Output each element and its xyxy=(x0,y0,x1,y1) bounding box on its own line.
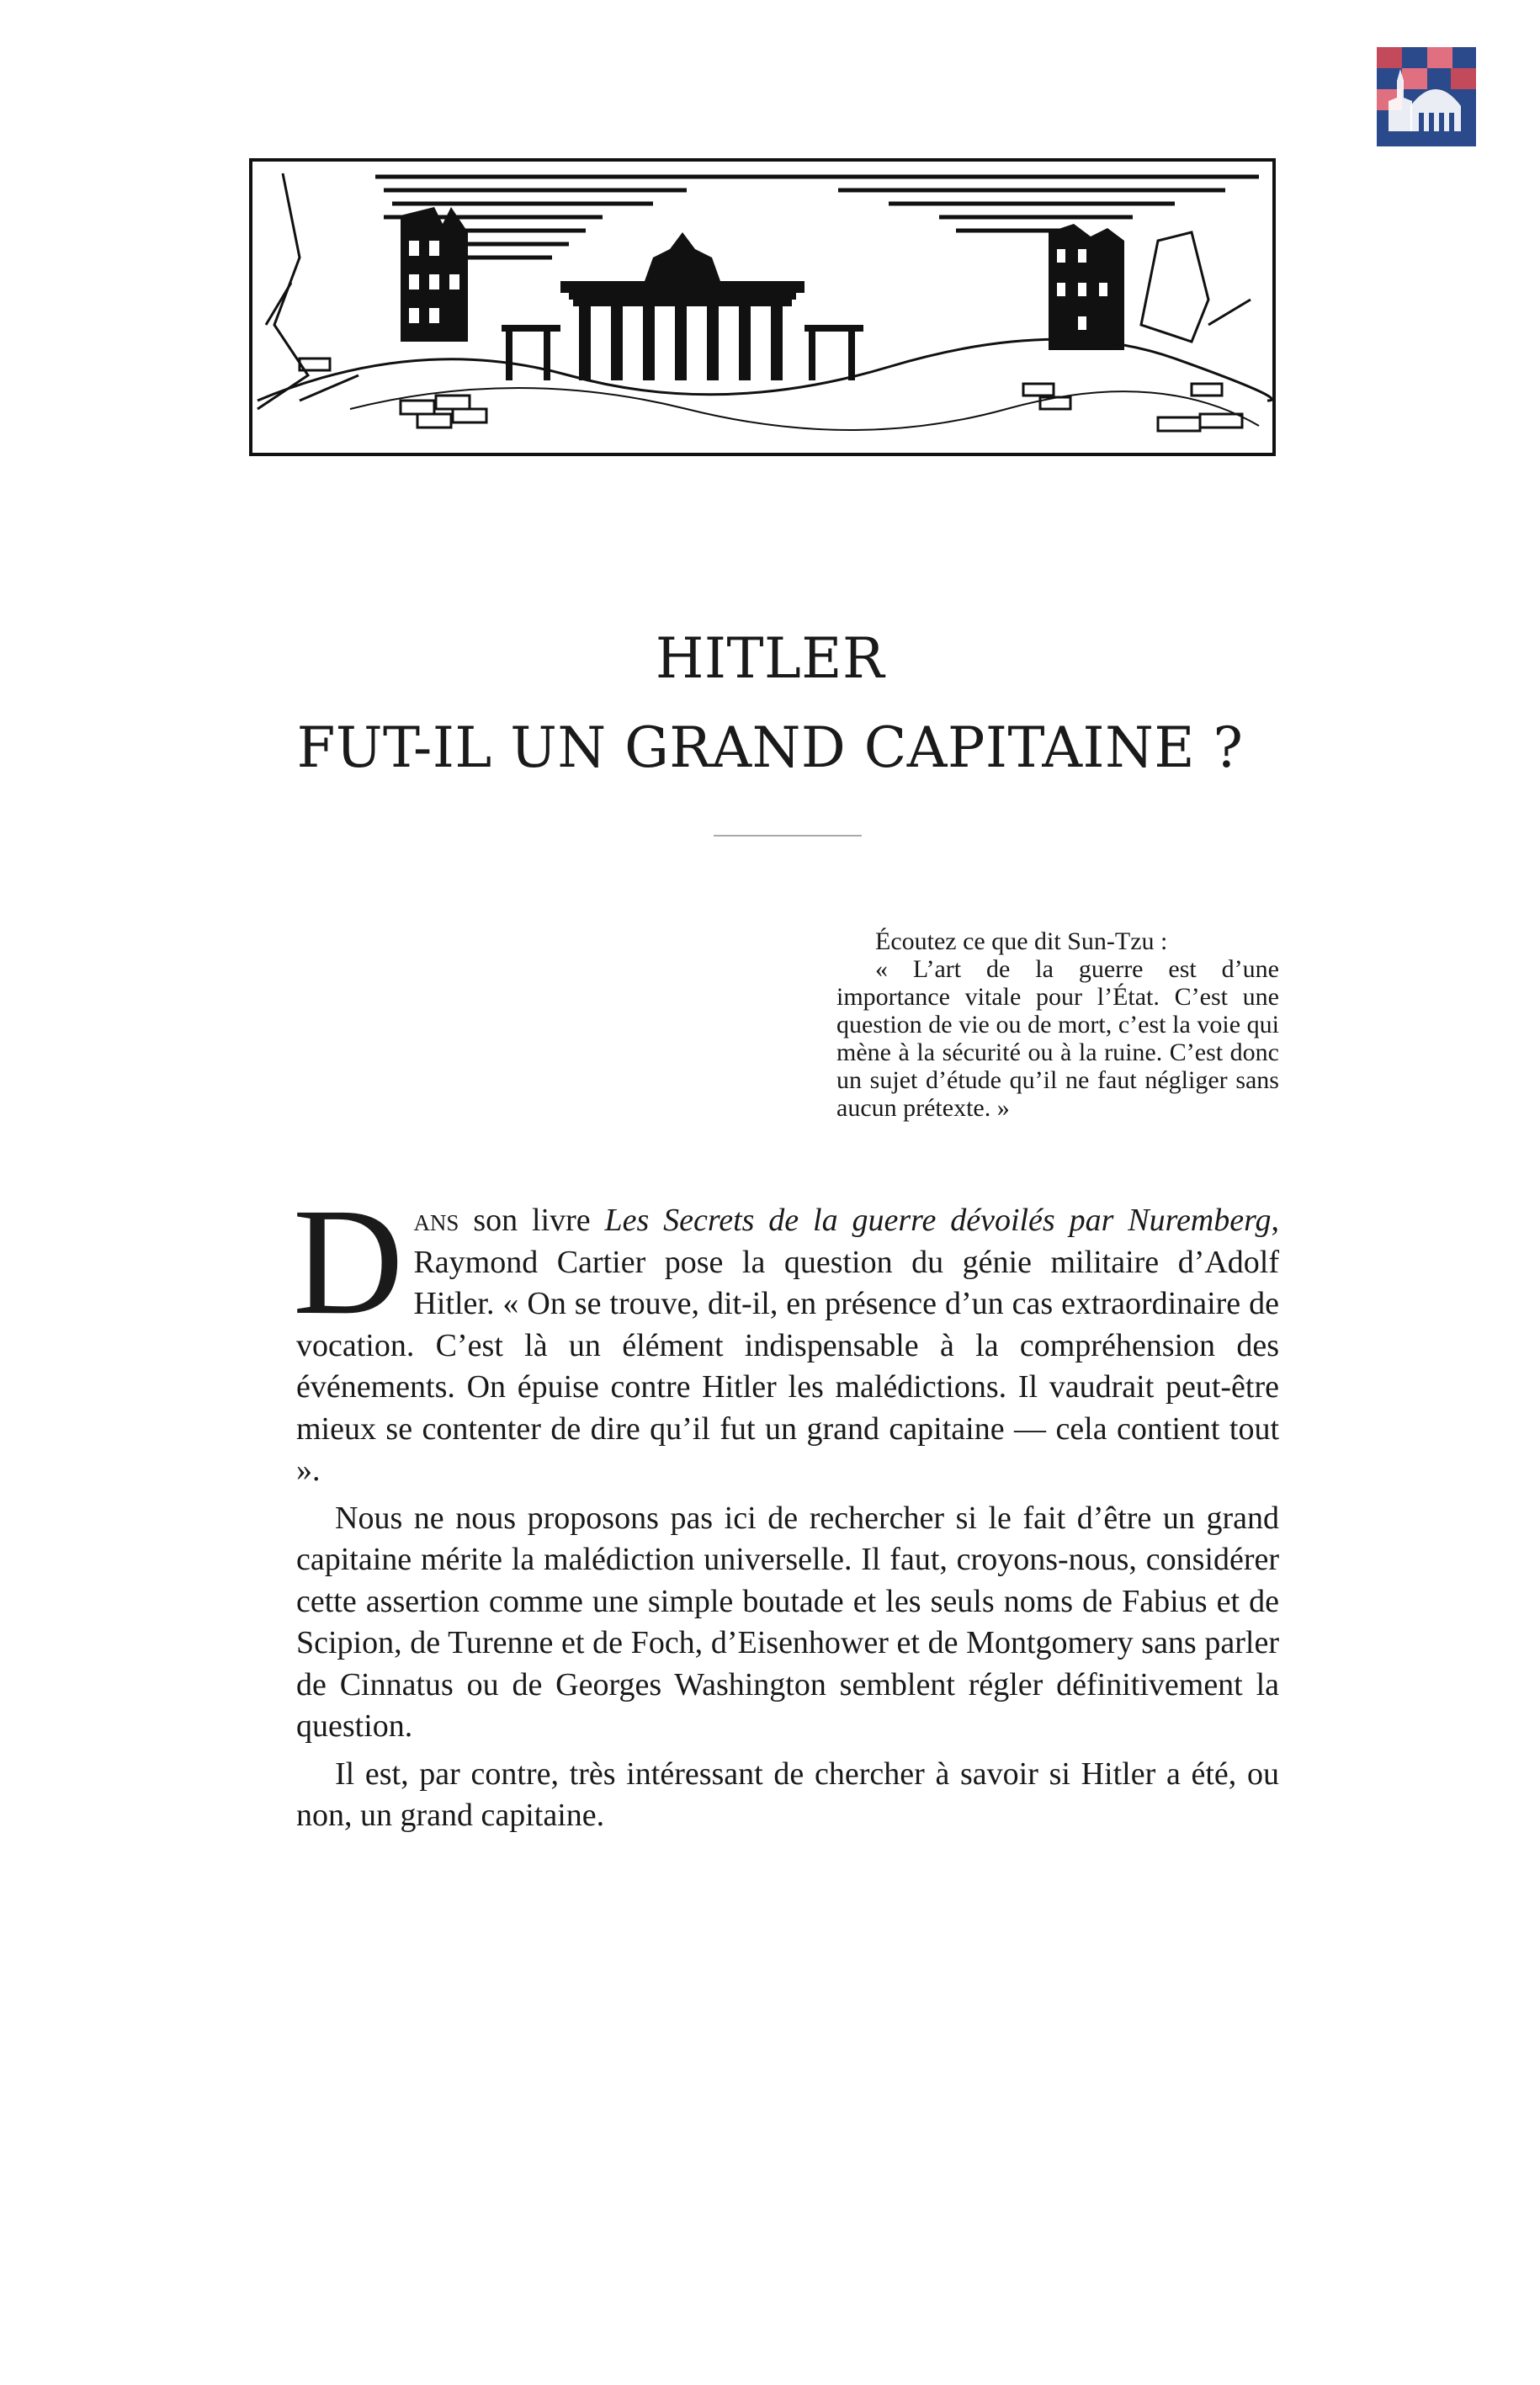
epigraph-quote: « L’art de la guerre est d’une importance vitale pour l’État. C’est une question de vie ou de mort, c’est la voie qui mène à la sécurité ou à la ruine. C’est donc un sujet d’étude qu’il ne faut négliger sans aucun prétexte. » xyxy=(836,955,1279,1122)
paragraph-1 xyxy=(293,1177,1279,1492)
book-title: Les Secrets de la guerre dévoilés par Nuremberg xyxy=(604,1203,1272,1238)
chapter-title-line-2: FUT-IL UN GRAND CAPITAINE ? xyxy=(296,715,1244,780)
paragraph-1-text-a: son livre xyxy=(459,1203,605,1238)
title-divider xyxy=(714,835,862,837)
opening-small-caps: ans xyxy=(413,1203,459,1238)
publisher-logo-icon xyxy=(1377,47,1476,146)
header-illustration xyxy=(249,157,1276,459)
chapter-title xyxy=(252,614,1288,793)
epigraph-intro: Écoutez ce que dit Sun-Tzu : xyxy=(875,927,1168,955)
chapter-title-line-1: HITLER xyxy=(655,626,885,691)
paragraph-3: Il est, par contre, très intéressant de chercher à savoir si Hitler a été, ou non, un grand capitaine. xyxy=(296,1756,1279,1833)
epigraph xyxy=(836,927,1279,1122)
publisher-logo xyxy=(1377,47,1476,146)
brandenburg-gate-ruins-illustration xyxy=(249,157,1276,459)
paragraph-2: Nous ne nous proposons pas ici de rechercher si le fait d’être un grand capitaine mérite la malédiction universelle. Il faut, croyons-nous, considérer cette assertion comme une simple boutade et les seuls noms de Fabius et de Scipion, de Turenne et de Foch, d’Eisenhower et de Montgomery sans parler de Cinnatus ou de Georges Washington semblent régler définitivement la question. xyxy=(296,1500,1279,1744)
body-text xyxy=(293,1177,1279,1843)
drop-cap: D xyxy=(293,1177,404,1347)
paragraph-1-text-b: , Raymond Cartier pose la question du génie militaire d’Adolf Hitler. « On se trouve, dit-il, en présence d’un cas extraordinaire de vocation. C’est là un élément indispensable à la compréhension des événements. On épuise contre Hitler les malédictions. Il vaudrait peut-être mieux se contenter de dire qu’il fut un grand capitaine — cela contient tout ». xyxy=(296,1203,1279,1488)
